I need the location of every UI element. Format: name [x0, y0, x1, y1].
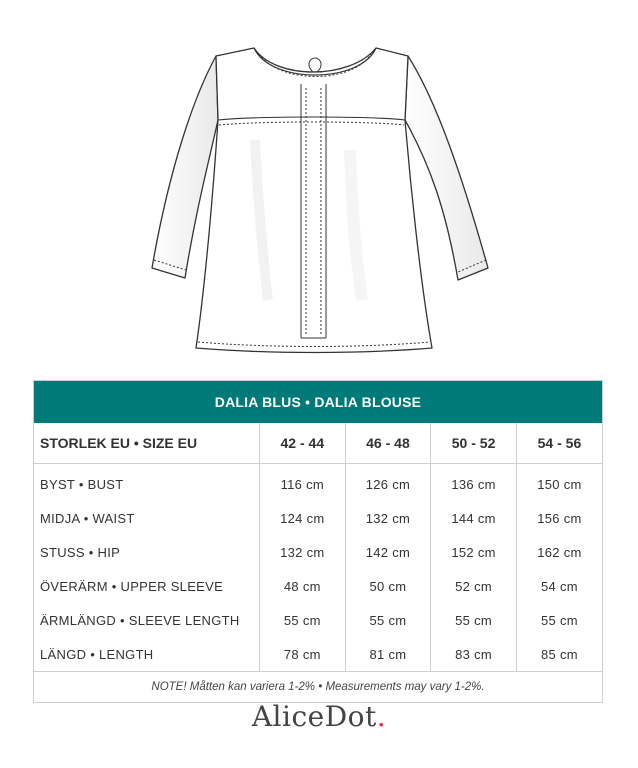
measurement-cell: 126 cm [345, 464, 431, 502]
measurement-cell: 52 cm [431, 569, 517, 603]
size-header-4: 54 - 56 [516, 423, 602, 464]
measurement-cell: 136 cm [431, 464, 517, 502]
brand-dot: . [376, 700, 387, 733]
row-label: MIDJA • WAIST [40, 510, 135, 526]
measurement-cell: 78 cm [260, 637, 346, 671]
table-row [34, 569, 602, 603]
measurement-cell: 150 cm [516, 464, 602, 502]
measurement-cell: 55 cm [345, 603, 431, 637]
measurement-cell: 156 cm [516, 501, 602, 535]
size-header-2: 46 - 48 [345, 423, 431, 464]
size-header-row [34, 423, 602, 464]
row-label: STUSS • HIP [40, 544, 121, 560]
brand-name: AliceDot [251, 700, 377, 733]
size-table [34, 423, 602, 671]
brand-logo [0, 700, 638, 733]
table-title: DALIA BLUS • DALIA BLOUSE [34, 381, 602, 423]
measurement-cell: 144 cm [431, 501, 517, 535]
measurement-cell: 116 cm [260, 464, 346, 502]
measurement-cell: 132 cm [260, 535, 346, 569]
measurement-cell: 162 cm [516, 535, 602, 569]
blouse-illustration [0, 0, 638, 370]
row-label: ÖVERÄRM • UPPER SLEEVE [40, 578, 224, 594]
blouse-body [196, 48, 432, 353]
size-chart [33, 380, 603, 703]
row-label: ÄRMLÄNGD • SLEEVE LENGTH [40, 612, 240, 628]
measurement-cell: 152 cm [431, 535, 517, 569]
measurement-cell: 85 cm [516, 637, 602, 671]
measurement-cell: 50 cm [345, 569, 431, 603]
size-header-label: STORLEK EU • SIZE EU [34, 423, 260, 464]
table-row [34, 464, 602, 502]
measurement-cell: 48 cm [260, 569, 346, 603]
table-row [34, 603, 602, 637]
measurement-cell: 132 cm [345, 501, 431, 535]
table-row [34, 637, 602, 671]
measurement-cell: 55 cm [431, 603, 517, 637]
measurement-cell: 55 cm [516, 603, 602, 637]
row-label: BYST • BUST [40, 476, 124, 492]
size-header-3: 50 - 52 [431, 423, 517, 464]
table-row [34, 501, 602, 535]
measurement-cell: 124 cm [260, 501, 346, 535]
measurement-cell: 83 cm [431, 637, 517, 671]
measurement-cell: 142 cm [345, 535, 431, 569]
size-header-1: 42 - 44 [260, 423, 346, 464]
row-label: LÄNGD • LENGTH [40, 646, 154, 662]
measurement-cell: 54 cm [516, 569, 602, 603]
measurement-note: NOTE! Måtten kan variera 1-2% • Measurements may vary 1-2%. [34, 671, 602, 702]
table-row [34, 535, 602, 569]
measurement-cell: 55 cm [260, 603, 346, 637]
measurement-cell: 81 cm [345, 637, 431, 671]
